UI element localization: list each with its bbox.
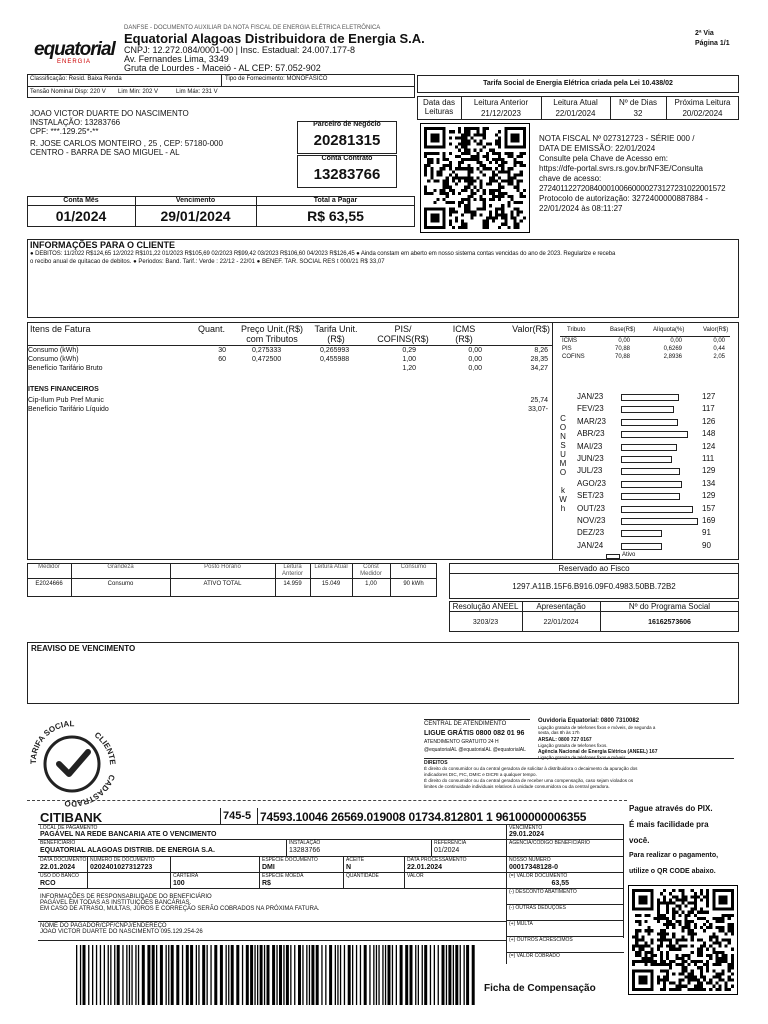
nota-l7: Protocolo de autorização: 3272400000887884 - bbox=[539, 194, 709, 203]
consumo-month-label: MAR/23 bbox=[577, 416, 606, 426]
tributo-icms: ICMS bbox=[562, 338, 577, 344]
consumo-value: 148 bbox=[702, 429, 716, 439]
item-row-2-tarifa: 0,455988 bbox=[320, 356, 350, 363]
consumo-value: 124 bbox=[702, 441, 716, 451]
reaviso-title: REAVISO DE VENCIMENTO bbox=[31, 644, 136, 653]
item-row-1-icms: 0,00 bbox=[468, 347, 482, 354]
tributo-cofins-valor: 2,05 bbox=[713, 354, 725, 360]
instr-l3: EM CASO DE ATRASO, MULTAS, JUROS E CORREÇÃO SERÃO COBRADOS NA PRÓXIMA FATURA. bbox=[40, 906, 320, 912]
consumo-value: 91 bbox=[702, 528, 711, 538]
dataproc-label: DATA PROCESSAMENTO bbox=[407, 857, 467, 863]
ouvidoria-sub: Ligação gratuita de telefones fixos e móveis, de segunda a sexta, das 8h às 17h bbox=[538, 725, 656, 735]
consumo-value: 134 bbox=[702, 478, 716, 488]
consumo-bar bbox=[621, 406, 674, 413]
info-line-2: o recibo anual de quitacao de debitos. ● Periodos: Band. Tarif.: Verde : 22/12 - 22/01 ● BENEF. TAR. SOCIAL RES t 000/21 R$ 33,07 bbox=[30, 259, 385, 265]
boleto-bank: CITIBANK bbox=[40, 810, 103, 825]
consumo-value: 129 bbox=[702, 466, 716, 476]
company-name: Equatorial Alagoas Distribuidora de Energia S.A. bbox=[124, 31, 425, 46]
financial-items-title: ITENS FINANCEIROS bbox=[28, 386, 99, 393]
tributo-icms-valor: 0,00 bbox=[713, 338, 725, 344]
consumo-bar bbox=[621, 468, 680, 475]
inst-label: INSTALAÇÃO bbox=[289, 840, 321, 846]
consumo-value: 157 bbox=[702, 503, 716, 513]
ref-value: 01/2024 bbox=[434, 847, 460, 854]
parceiro-label: Parceiro de Negócio bbox=[313, 121, 381, 128]
readings-header-proxima: Próxima Leitura bbox=[674, 98, 731, 107]
item-row-3-desc: Benefício Tarifário Bruto bbox=[28, 365, 103, 372]
numdoc-label: NÚMERO DE DOCUMENTO bbox=[90, 857, 155, 863]
items-header-preco: Preço Unit.(R$) com Tributos bbox=[240, 324, 303, 345]
uso-value: RCO bbox=[40, 880, 56, 887]
consumo-bar bbox=[621, 419, 678, 426]
tipo-fornecimento: Tipo de Fornecimento: MONOFÁSICO bbox=[225, 76, 328, 82]
venc-value: 29.01.2024 bbox=[509, 831, 545, 838]
pix-l1: Pague através do PIX. bbox=[629, 804, 713, 813]
nota-l5: chave de acesso: bbox=[539, 174, 602, 183]
total-label: Total a Pagar bbox=[313, 197, 358, 204]
consumo-month-label: JAN/24 bbox=[577, 540, 604, 550]
ref-label: REFERÊNCIA bbox=[434, 840, 467, 846]
consumo-value: 117 bbox=[702, 404, 715, 414]
dataproc-value: 22.01.2024 bbox=[407, 864, 443, 871]
item-row-2-quant: 60 bbox=[218, 356, 226, 363]
readings-header-atual: Leitura Atual bbox=[553, 98, 598, 107]
boleto-bank-code: 745-5 bbox=[223, 810, 252, 822]
cobrado-label: (=) VALOR COBRADO bbox=[509, 953, 560, 959]
tributo-pis-aliq: 0,6269 bbox=[663, 346, 682, 352]
company-cnpj: CNPJ: 12.272.084/0001-00 | Insc. Estadual: 24.007.177-8 bbox=[124, 45, 355, 55]
svg-text:TARIFA SOCIAL bbox=[29, 719, 75, 764]
reading-atual: 22/01/2024 bbox=[555, 109, 596, 118]
instr-l2: PAGÁVEL EM TODAS AS INSTITUIÇÕES BANCÁRIAS. bbox=[40, 900, 192, 906]
tarifa-social-text: Tarifa Social de Energia Elétrica criada pela Lei 10.438/02 bbox=[483, 80, 673, 87]
customer-instalacao: INSTALAÇÃO: 13283766 bbox=[30, 118, 121, 127]
consumo-month-label: JUL/23 bbox=[577, 466, 603, 476]
consumo-bar bbox=[621, 481, 682, 488]
aneel-h1: Resolução ANEEL bbox=[452, 602, 519, 611]
customer-name: JOAO VICTOR DUARTE DO NASCIMENTO bbox=[30, 109, 189, 118]
item-row-1-valor: 8,26 bbox=[534, 347, 548, 354]
consumo-bar bbox=[621, 518, 698, 525]
limite-maximo: Lim Máx: 231 V bbox=[176, 89, 218, 95]
aceite-value: N bbox=[346, 864, 352, 871]
consumo-value: 169 bbox=[702, 516, 716, 525]
central-phone[interactable]: LIGUE GRÁTIS 0800 082 01 96 bbox=[424, 730, 525, 737]
tributo-icms-aliq: 0,00 bbox=[670, 338, 682, 344]
tributo-pis-valor: 0,44 bbox=[713, 346, 725, 352]
especie-value: DMI bbox=[262, 864, 275, 871]
nf-qr-code[interactable] bbox=[420, 123, 530, 233]
medidor-v2: Consumo bbox=[107, 581, 134, 587]
items-header-pis: PIS/ COFINS(R$) bbox=[377, 324, 429, 345]
aneel-contact: Agência Nacional de Energia Elétrica (ANEEL) 167 bbox=[538, 749, 658, 755]
nota-l8: 22/01/2024 às 08:11:27 bbox=[539, 204, 623, 213]
direitos-l2: indicadores DIC, FIC, DMIC e DICRI a qualquer tempo. bbox=[424, 772, 537, 777]
vencimento-value: 29/01/2024 bbox=[160, 208, 231, 224]
readings-header-dias: Nº de Dias bbox=[618, 98, 658, 107]
ouvidoria: Ouvidoria Equatorial: 0800 7310082 bbox=[538, 718, 640, 724]
benef-label: BENEFICIÁRIO bbox=[40, 840, 76, 846]
contrato-label: Conta Contrato bbox=[321, 155, 373, 162]
carteira-value: 100 bbox=[173, 880, 185, 887]
valor-header: Valor(R$) bbox=[703, 327, 729, 333]
consumo-month-label: JAN/23 bbox=[577, 392, 604, 401]
fisco-title: Reservado ao Fisco bbox=[558, 564, 630, 573]
medidor-h6: Const Medidor bbox=[360, 564, 382, 577]
consumo-month-label: DEZ/23 bbox=[577, 528, 605, 538]
consumo-bar bbox=[621, 456, 672, 463]
consumo-value: 90 bbox=[702, 540, 711, 550]
consumo-value: 129 bbox=[702, 491, 716, 501]
item-row-1-quant: 30 bbox=[218, 347, 226, 354]
danfe-caption: DANFSE - DOCUMENTO AUXILIAR DA NOTA FISCAL DE ENERGIA ELÉTRICA ELETRÔNICA bbox=[124, 25, 381, 31]
consumo-chart bbox=[574, 390, 739, 559]
contrato-value: 13283766 bbox=[313, 166, 381, 183]
medidor-h5: Leitura Atual bbox=[314, 564, 348, 570]
consumo-bar bbox=[621, 394, 679, 401]
moeda-value: R$ bbox=[262, 880, 271, 887]
total-value: R$ 63,55 bbox=[307, 208, 364, 224]
moeda-label: ESPÉCIE MOEDA bbox=[262, 873, 304, 879]
limite-minimo: Lim Min: 202 V bbox=[118, 89, 159, 95]
logo-text: equatorial bbox=[34, 39, 115, 60]
company-address-2: Gruta de Lourdes - Maceió - AL CEP: 57.052-902 bbox=[124, 63, 321, 73]
tributo-header: Tributo bbox=[567, 327, 586, 333]
direitos-l3: É direito do consumidor ou da central geradora de receber uma compensação, caso sejam violados os bbox=[424, 778, 634, 783]
seal-top-text: TARIFA SOCIAL bbox=[28, 719, 75, 765]
item-row-3-pis: 1,20 bbox=[402, 365, 416, 372]
consumo-month-label: MAI/23 bbox=[577, 441, 603, 451]
pix-l4: Para realizar o pagamento, bbox=[629, 852, 719, 859]
company-address-1: Av. Fernandes Lima, 3349 bbox=[124, 54, 229, 64]
multa-label: (+) MULTA bbox=[509, 921, 533, 927]
tributo-pis-base: 70,88 bbox=[614, 346, 630, 352]
aneel-v3: 16162573606 bbox=[648, 619, 691, 626]
central-label: CENTRAL DE ATENDIMENTO bbox=[424, 721, 507, 727]
local-label: LOCAL DE PAGAMENTO bbox=[40, 825, 98, 831]
tensao-nominal: Tensão Nominal Disp: 220 V bbox=[30, 89, 106, 95]
item-row-1-desc: Consumo (kWh) bbox=[28, 347, 79, 354]
consumo-bar bbox=[621, 530, 662, 537]
consumo-month-label: SET/23 bbox=[577, 491, 604, 501]
consumo-month-label: ABR/23 bbox=[577, 429, 605, 439]
benef-value: EQUATORIAL ALAGOAS DISTRIB. DE ENERGIA S.A. bbox=[40, 847, 215, 854]
aneel-v2: 22/01/2024 bbox=[543, 619, 579, 626]
social-handles: @equatorialAL @equatorialAL @equatorialAL bbox=[424, 747, 526, 753]
medidor-h7: Consumo bbox=[400, 564, 427, 570]
item-row-2-icms: 0,00 bbox=[468, 356, 482, 363]
consumo-value: 126 bbox=[702, 416, 716, 426]
direitos-l1: É direito do consumidor ou da central geradora de solicitar à distribuidora o decaimento da apuração dos bbox=[424, 766, 638, 771]
aliquota-header: Alíquota(%) bbox=[653, 327, 685, 333]
consumo-value: 111 bbox=[702, 454, 715, 463]
valor-label: VALOR bbox=[407, 873, 424, 879]
customer-address: R. JOSE CARLOS MONTEIRO , 25 , CEP: 57180-000 bbox=[30, 139, 223, 148]
item-row-1-tarifa: 0,265993 bbox=[320, 347, 350, 354]
classificacao: Classificação: Resid. Baixa Renda bbox=[30, 76, 122, 82]
logo-subtext: ENERGIA bbox=[56, 59, 91, 65]
consumo-bar bbox=[621, 444, 677, 451]
boleto-barcode[interactable] bbox=[76, 945, 478, 1005]
nota-portal-link[interactable]: https://dfe-portal.svrs.rs.gov.br/NF3E/Consulta bbox=[539, 164, 703, 173]
datadoc-value: 22.01.2024 bbox=[40, 864, 76, 871]
info-title: INFORMAÇÕES PARA O CLIENTE bbox=[30, 240, 176, 250]
medidor-v1: E2024666 bbox=[35, 581, 63, 587]
fin-row-1-desc: Cip-Ilum Pub Pref Munic bbox=[28, 397, 104, 404]
numdoc-value: 0202401027312723 bbox=[90, 864, 153, 871]
nosso-label: NOSSO NÚMERO bbox=[509, 857, 551, 863]
consumo-month-label: NOV/23 bbox=[577, 516, 606, 525]
items-header-icms: ICMS (R$) bbox=[452, 324, 476, 345]
medidor-h4: Leitura Anterior bbox=[281, 564, 303, 577]
qtd-label: QUANTIDADE bbox=[346, 873, 379, 879]
aneel-v1: 3203/23 bbox=[472, 619, 499, 626]
aneel-h2: Apresentação bbox=[536, 602, 586, 611]
aneel-contact-sub: Ligação gratuita de telefones fixos e móveis. bbox=[538, 755, 627, 760]
items-header-descricao: Itens de Fatura bbox=[30, 324, 91, 334]
consumo-bar bbox=[621, 431, 688, 438]
medidor-v3: ATIVO TOTAL bbox=[203, 581, 242, 587]
items-header-valor: Valor(R$) bbox=[512, 324, 550, 334]
medidor-h2: Grandeza bbox=[107, 564, 134, 570]
fin-row-2-desc: Benefício Tarifário Líquido bbox=[28, 406, 109, 413]
legend-label: Ativo bbox=[622, 552, 636, 559]
mes-value: 01/2024 bbox=[55, 208, 107, 224]
company-logo bbox=[34, 40, 114, 66]
medidor-v4: 14.959 bbox=[283, 581, 302, 587]
desc-label: (-) DESCONTO ABATIMENTO bbox=[509, 889, 577, 895]
items-header-quant: Quant. bbox=[198, 324, 226, 334]
aneel-h3: Nº do Programa Social bbox=[628, 602, 711, 611]
consumo-month-label: JUN/23 bbox=[577, 454, 604, 463]
nosso-value: 00017348128-0 bbox=[509, 864, 559, 871]
tarifa-social-seal-icon bbox=[22, 712, 122, 812]
consumo-month-label: OUT/23 bbox=[577, 503, 606, 513]
legend-swatch bbox=[606, 554, 620, 559]
page-number: Página 1/1 bbox=[695, 40, 730, 47]
fin-row-2-valor: 33,07- bbox=[528, 406, 548, 413]
agencia-label: AGÊNCIA/CÓDIGO BENEFICIÁRIO bbox=[509, 840, 590, 846]
customer-cpf: CPF: ***.129.25*-** bbox=[30, 127, 99, 136]
consumo-vertical-label: C O N S U M O k W h bbox=[559, 414, 567, 513]
tributo-pis: PIS bbox=[562, 346, 572, 352]
medidor-h3: Posto Horário bbox=[204, 564, 241, 570]
base-header: Base(R$) bbox=[610, 327, 636, 333]
pix-l3: você. bbox=[629, 836, 650, 845]
parceiro-value: 20281315 bbox=[313, 132, 381, 149]
consumo-bar bbox=[621, 493, 680, 500]
item-row-2-pis: 1,00 bbox=[402, 356, 416, 363]
item-row-2-valor: 28,35 bbox=[530, 356, 548, 363]
direitos-title: DIREITOS bbox=[424, 760, 448, 766]
consumo-month-label: AGO/23 bbox=[577, 478, 606, 488]
medidor-v6: 1,00 bbox=[365, 581, 377, 587]
pix-qr-code[interactable] bbox=[628, 885, 738, 995]
fisco-code: 1297.A11B.15F6.B916.09F0.4983.50BB.72B2 bbox=[512, 582, 676, 591]
nota-l3: Consulte pela Chave de Acesso em: bbox=[539, 154, 668, 163]
tributo-cofins-aliq: 2,8936 bbox=[663, 354, 682, 360]
items-header-tarifa: Tarifa Unit.(R$) bbox=[314, 324, 358, 345]
inst-value: 13283766 bbox=[289, 847, 321, 854]
item-row-1-pis: 0,29 bbox=[402, 347, 416, 354]
consumo-month-label: FEV/23 bbox=[577, 404, 604, 414]
cut-line bbox=[27, 800, 627, 801]
item-row-2-desc: Consumo (kWh) bbox=[28, 356, 79, 363]
vdoc-label: (=) VALOR DOCUMENTO bbox=[509, 873, 568, 879]
especie-label: ESPÉCIE DOCUMENTO bbox=[262, 857, 318, 863]
info-line-1: ● DEBITOS: 11/2022 R$124,65 12/2022 R$101,22 01/2023 R$105,69 02/2023 R$99,42 03/2023 R$106,60 04/2023 R$126,45 ● Ainda constam em aberto em nosso sistema contas vencidas do ano de 2023. Regularize e receba bbox=[30, 251, 616, 257]
tributo-cofins-base: 70,88 bbox=[614, 354, 630, 360]
via-label: 2ª Via bbox=[695, 30, 714, 37]
consumo-bar bbox=[621, 506, 693, 513]
svg-text:CLIENTE bbox=[93, 730, 117, 765]
ficha-compensacao: Ficha de Compensação bbox=[484, 983, 596, 994]
pagador-label: NOME DO PAGADOR/CPF/CNPJ/ENDEREÇO bbox=[40, 923, 167, 929]
direitos-l4: limites de continuidade individuais relativos à unidade consumidora ou da central geradora. bbox=[424, 784, 610, 789]
pagador-value: JOAO VICTOR DUARTE DO NASCIMENTO 095.129.254-26 bbox=[40, 929, 203, 935]
consumo-value: 127 bbox=[702, 392, 716, 401]
medidor-v5: 15.049 bbox=[321, 581, 341, 587]
aceite-label: ACEITE bbox=[346, 857, 365, 863]
instr-l1: INFORMAÇÕES DE RESPONSABILIDADE DO BENEFICIÁRIO bbox=[40, 894, 212, 900]
seal-right-text: CLIENTE bbox=[92, 730, 118, 766]
readings-header-anterior: Leitura Anterior bbox=[473, 98, 529, 107]
reading-proxima: 20/02/2024 bbox=[682, 109, 723, 118]
pix-l5: utilize o QR CODE abaixo. bbox=[629, 868, 716, 875]
acres-label: (+) OUTROS ACRÉSCIMOS bbox=[509, 937, 573, 943]
nota-l1: NOTA FISCAL Nº 027312723 - SÉRIE 000 / bbox=[539, 134, 695, 143]
medidor-h1: Medidor bbox=[38, 564, 60, 570]
mes-label: Conta Mês bbox=[63, 197, 99, 204]
pix-l2: É mais facilidade pra bbox=[629, 820, 709, 829]
fin-row-1-valor: 25,74 bbox=[530, 397, 548, 404]
item-row-1-preco: 0,275333 bbox=[252, 347, 282, 354]
customer-city: CENTRO - BARRA DE SAO MIGUEL - AL bbox=[30, 148, 180, 157]
arsal-sub: Ligação gratuita de telefones fixos. bbox=[538, 743, 608, 748]
consumo-bar bbox=[621, 543, 662, 550]
nota-l2: DATA DE EMISSÃO: 22/01/2024 bbox=[539, 144, 656, 153]
vencimento-label: Vencimento bbox=[175, 197, 216, 204]
uso-label: USO DO BANCO bbox=[40, 873, 79, 879]
item-row-2-preco: 0,472500 bbox=[252, 356, 282, 363]
datadoc-label: DATA DOCUMENTO bbox=[40, 857, 87, 863]
vdoc-value: 63,55 bbox=[551, 880, 569, 887]
medidor-v7: 90 kWh bbox=[403, 581, 424, 587]
item-row-3-icms: 0,00 bbox=[468, 365, 482, 372]
item-row-3-valor: 34,27 bbox=[530, 365, 548, 372]
readings-header-datas: Data das Leituras bbox=[422, 98, 456, 117]
reading-dias: 32 bbox=[633, 109, 643, 118]
tributo-cofins: COFINS bbox=[562, 354, 585, 360]
tributo-icms-base: 0,00 bbox=[618, 338, 630, 344]
ded-label: (-) OUTRAS DEDUÇÕES bbox=[509, 905, 566, 911]
reading-anterior: 21/12/2023 bbox=[480, 109, 522, 118]
venc-label: VENCIMENTO bbox=[509, 825, 543, 831]
nota-chave: 27240112272084000100660000273127231022001572 bbox=[539, 184, 726, 193]
carteira-label: CARTEIRA bbox=[173, 873, 199, 879]
boleto-linha-digitavel[interactable]: 74593.10046 26569.019008 01734.812801 1 96100000006355 bbox=[260, 810, 587, 824]
seal-bottom-text: CADASTRADO bbox=[64, 773, 117, 809]
arsal: ARSAL: 0800 727 0167 bbox=[538, 737, 592, 743]
central-phone-sub: ATENDIMENTO GRATUITO 24 H bbox=[424, 739, 499, 745]
local-value: PAGÁVEL NA REDE BANCARIA ATE O VENCIMENTO bbox=[40, 831, 217, 838]
